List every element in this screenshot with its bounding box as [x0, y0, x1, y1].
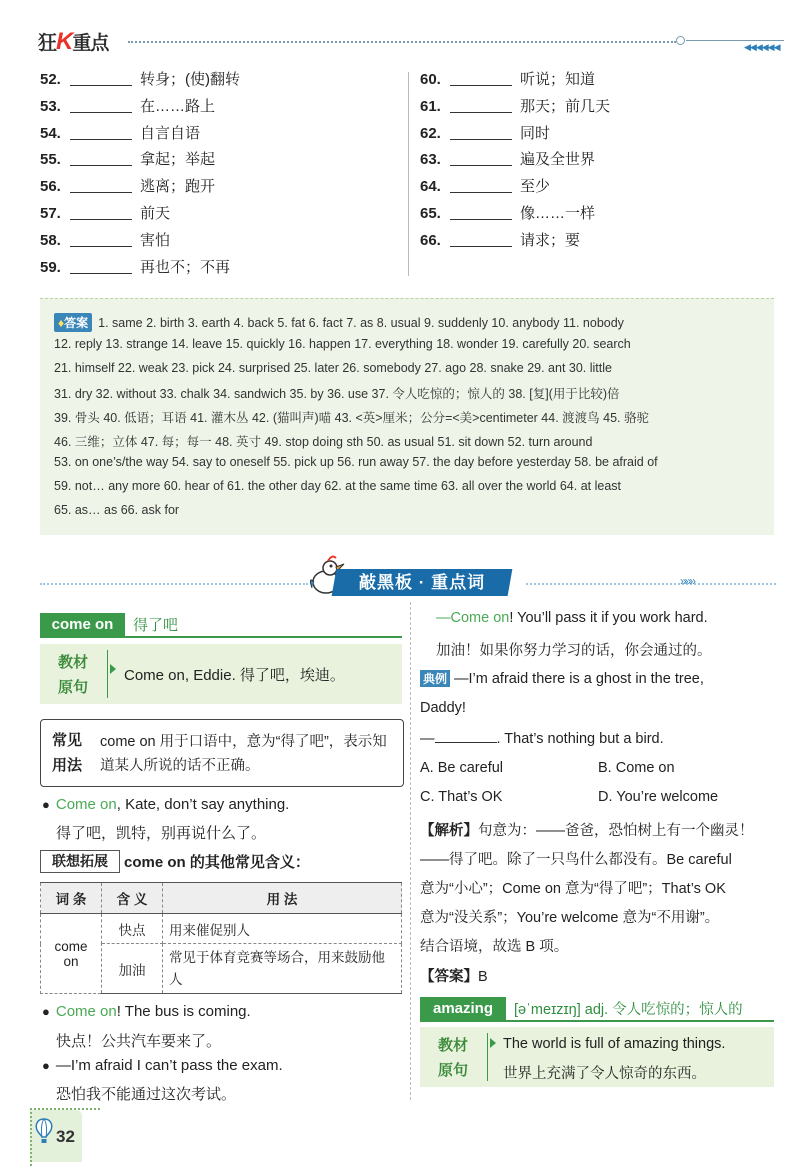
keyword-underline [40, 636, 402, 638]
textbook-sentence: Come on, Eddie. 得了吧，埃迪。 [124, 667, 345, 684]
hot-air-balloon-icon [34, 1118, 54, 1144]
vocab-num: 66. [420, 231, 441, 249]
example-text: —I’m afraid I can’t pass the exam. [55, 1057, 283, 1074]
answer-line: 59. not… any more 60. hear of 61. the other day 62. at the same time 63. all over the world 64. at least [54, 479, 621, 493]
answer-line: 39. 骨头 40. 低语；耳语 41. 灌木丛 42. (猫叫声)喵 43. <英>厘米；公分=<美>centimeter 44. 渡渡鸟 45. 骆驼 [54, 411, 649, 425]
bullet-icon: ● [42, 1004, 50, 1019]
extension-title: come on 的其他常见含义： [124, 854, 310, 871]
table-row [41, 914, 402, 944]
vocab-meaning: 转身；(使)翻转 [140, 71, 240, 88]
analysis-line [420, 819, 754, 840]
answer-tag [54, 313, 92, 332]
section-banner [332, 569, 513, 596]
vocab-row [420, 121, 610, 148]
vocab-meaning: 至少 [520, 178, 551, 196]
vocab-row [420, 67, 610, 94]
answer-value: B [478, 969, 488, 985]
footer-dotted-rule [30, 1108, 100, 1110]
textbook-bar [107, 650, 108, 698]
example-sentence [42, 1003, 251, 1020]
header-rule [686, 40, 784, 41]
vocab-num: 63. [420, 151, 441, 169]
brand-k: K [56, 28, 73, 55]
vocab-row [420, 174, 610, 201]
usage-text: come on 用于口语中，意为“得了吧”，表示知道某人所说的话不正确。 [100, 734, 387, 774]
example-rest: , Kate, don’t say anything. [116, 796, 290, 813]
vocab-meaning: 害怕 [140, 231, 171, 249]
textbook-sentence: The world is full of amazing things. [503, 1036, 726, 1052]
answer-text: 1. same 2. birth 3. earth 4. back 5. fat 6. fact 7. as 8. usual 9. suddenly 10. anybody 11. nobody [98, 316, 624, 330]
textbook-bar [487, 1033, 488, 1081]
vocab-num: 64. [420, 178, 441, 196]
example-translation: 加油！如果你努力学习的话，你会通过的。 [436, 643, 712, 659]
table-header: 词 条 [41, 883, 102, 914]
extension-tag: 联想拓展 [40, 850, 120, 873]
example-rest: ! You’ll pass it if you work hard. [509, 610, 708, 626]
answer-line: 46. 三维；立体 47. 每；每一 48. 英寸 49. stop doing sth 50. as usual 51. sit down 52. turn around [54, 435, 593, 449]
analysis-line: 结合语境，故选 B 项。 [420, 939, 569, 955]
table-meaning: 快点 [102, 914, 163, 944]
answer-blank [450, 232, 512, 247]
brand-suffix: 重点 [72, 33, 109, 54]
answer-blank [435, 730, 497, 743]
usage-label-2: 用法 [52, 757, 83, 774]
answer-line: 53. on one’s/the way 54. say to oneself 55. pick up 56. run away 57. the day before yesterday 58. be afraid of [54, 455, 658, 469]
vocab-num: 54. [40, 124, 61, 142]
example-translation: 快点！公共汽车要来了。 [56, 1033, 222, 1050]
vocab-meaning: 同时 [520, 124, 551, 142]
vocab-row [40, 94, 240, 121]
footer-dotted-rule [30, 1108, 32, 1166]
page-number: 32 [56, 1127, 75, 1146]
vocab-num: 61. [420, 97, 441, 115]
keyword-underline [420, 1020, 774, 1022]
textbook-label-1: 教材 [58, 654, 89, 671]
example-keyword: Come on [55, 796, 117, 813]
table-term: come on [41, 914, 102, 994]
section-banner-title: 敲黑板 · 重点词 [358, 573, 486, 592]
answer-line: 12. reply 13. strange 14. leave 15. quickly 16. happen 17. everything 18. wonder 19. carefully 20. search [54, 337, 631, 351]
vocab-meaning: 请求；要 [520, 231, 581, 249]
keyword-tag: amazing [420, 997, 506, 1020]
vocab-num: 59. [40, 258, 61, 276]
example-translation: 得了吧，凯特，别再说什么了。 [56, 825, 267, 842]
example-sentence [436, 610, 708, 626]
answer-line [420, 965, 488, 986]
vocab-row [420, 147, 610, 174]
vocab-meaning: 那天；前几天 [520, 97, 611, 115]
usage-label-1: 常见 [52, 732, 83, 749]
answer-blank [70, 125, 132, 140]
answer-blank [450, 71, 512, 86]
usage-label [52, 728, 88, 778]
textbook-label [58, 650, 94, 700]
answer-blank [70, 71, 132, 86]
vocab-row [420, 228, 610, 255]
vocab-num: 58. [40, 231, 61, 249]
vocab-num: 60. [420, 71, 441, 88]
vocab-num: 52. [40, 71, 61, 88]
banner-dotted-rule-right [526, 583, 776, 585]
example-translation: 恐怕我不能通过这次考试。 [56, 1086, 237, 1103]
vocab-meaning: 逃离；跑开 [140, 178, 216, 196]
vocab-num: 65. [420, 204, 441, 222]
textbook-arrow-icon [110, 664, 116, 674]
vocab-num: 57. [40, 204, 61, 222]
vocab-meaning: 在……路上 [140, 97, 216, 115]
table-header-row [41, 883, 402, 914]
lightbulb-icon: ♦ [58, 316, 65, 330]
analysis-text: 句意为：——爸爸，恐怕树上有一个幽灵！ [478, 823, 754, 839]
example-keyword: Come on [55, 1003, 117, 1020]
vocab-row [40, 67, 240, 94]
column-divider [408, 72, 409, 276]
answer-blank [450, 151, 512, 166]
analysis-line: 意为“小心”；Come on 意为“得了吧”；That’s OK [420, 881, 726, 897]
answer-blank [450, 178, 512, 193]
keyword-meaning: [əˈmeɪzɪŋ] adj. 令人吃惊的；惊人的 [514, 1002, 743, 1018]
answer-line [54, 313, 624, 332]
brand-prefix: 狂 [38, 33, 57, 54]
vocab-list-right [420, 67, 610, 255]
vocab-meaning: 再也不；不再 [140, 258, 231, 276]
answer-blank [70, 205, 132, 220]
vocab-list-left [40, 67, 240, 281]
answer-label: 【答案】 [420, 969, 478, 985]
vocab-meaning: 听说；知道 [520, 71, 596, 88]
answer-blank [450, 98, 512, 113]
bullet-icon: ● [42, 797, 50, 812]
answer-blank [450, 205, 512, 220]
brand-logo [38, 28, 108, 56]
analysis-label: 【解析】 [420, 823, 478, 839]
option-a: A. Be careful [420, 760, 504, 776]
vocab-num: 56. [40, 178, 61, 196]
vocab-row [420, 94, 610, 121]
keyword-tag: come on [40, 613, 125, 636]
question-text: . That’s nothing but a bird. [496, 731, 664, 747]
answer-blank [70, 259, 132, 274]
vocab-row [40, 255, 240, 282]
vocab-num: 55. [40, 151, 61, 169]
textbook-label-2: 原句 [58, 679, 89, 696]
header-circle [676, 36, 685, 45]
table-header: 含 义 [102, 883, 163, 914]
vocab-num: 62. [420, 124, 441, 142]
answer-line: 21. himself 22. weak 23. pick 24. surprised 25. later 26. somebody 27. ago 28. snake 29. ant 30. little [54, 361, 612, 375]
answer-box [40, 298, 774, 535]
vocab-row [40, 147, 240, 174]
answer-blank [450, 125, 512, 140]
example-sentence [42, 1057, 283, 1074]
textbook-label [438, 1033, 468, 1083]
exam-question-line: Daddy! [420, 700, 466, 716]
exam-question-line [420, 730, 664, 747]
bullet-icon: ● [42, 1058, 50, 1073]
vocab-row [420, 201, 610, 228]
exam-question-line [420, 670, 704, 687]
option-b: B. Come on [598, 760, 675, 776]
textbook-translation: 世界上充满了令人惊奇的东西。 [503, 1066, 706, 1082]
example-sentence [42, 796, 289, 813]
answer-line: 31. dry 32. without 33. chalk 34. sandwich 35. by 36. use 37. 令人吃惊的；惊人的 38. [复](用于比较)倍 [54, 387, 620, 401]
vocab-meaning: 拿起；举起 [140, 151, 216, 169]
option-d: D. You’re welcome [598, 789, 719, 805]
answer-blank [70, 98, 132, 113]
dash: — [420, 731, 435, 747]
keyword-meaning: 得了吧 [133, 617, 179, 634]
table-usage: 常见于体育竞赛等场合，用来鼓励他人 [163, 944, 402, 994]
vocab-meaning: 前天 [140, 204, 171, 222]
answer-line: 65. as… as 66. ask for [54, 503, 180, 517]
option-c: C. That’s OK [420, 789, 503, 805]
example-rest: ! The bus is coming. [116, 1003, 251, 1020]
vocab-row [40, 228, 240, 255]
vocab-num: 53. [40, 97, 61, 115]
column-divider [410, 602, 411, 1100]
table-usage: 用来催促别人 [163, 914, 402, 944]
header-dotted-rule [128, 41, 676, 43]
vocab-row [40, 201, 240, 228]
answer-tag-label: 答案 [64, 316, 89, 330]
textbook-label-2: 原句 [438, 1062, 469, 1079]
example-keyword: —Come on [436, 610, 510, 626]
banner-arrows-icon: »»» [680, 574, 695, 588]
answer-blank [70, 232, 132, 247]
vocab-row [40, 174, 240, 201]
answer-blank [70, 151, 132, 166]
answer-blank [70, 178, 132, 193]
example-tag: 典例 [420, 670, 450, 687]
textbook-arrow-icon [490, 1038, 496, 1048]
vocab-meaning: 像……一样 [520, 204, 596, 222]
vocab-row [40, 121, 240, 148]
table-meaning: 加油 [102, 944, 163, 994]
vocab-meaning: 遍及全世界 [520, 151, 596, 169]
analysis-line: 意为“没关系”；You’re welcome 意为“不用谢”。 [420, 910, 720, 926]
question-text: —I’m afraid there is a ghost in the tree, [454, 671, 704, 687]
vocab-meaning: 自言自语 [140, 124, 201, 142]
analysis-line: ——得了吧。除了一只鸟什么都没有。Be careful [420, 852, 732, 868]
textbook-label-1: 教材 [438, 1037, 469, 1054]
table-header: 用 法 [163, 883, 402, 914]
banner-dotted-rule-left [40, 583, 308, 585]
header-arrows-icon: ◀◀◀◀◀◀ [744, 42, 780, 52]
usage-table [40, 882, 402, 994]
